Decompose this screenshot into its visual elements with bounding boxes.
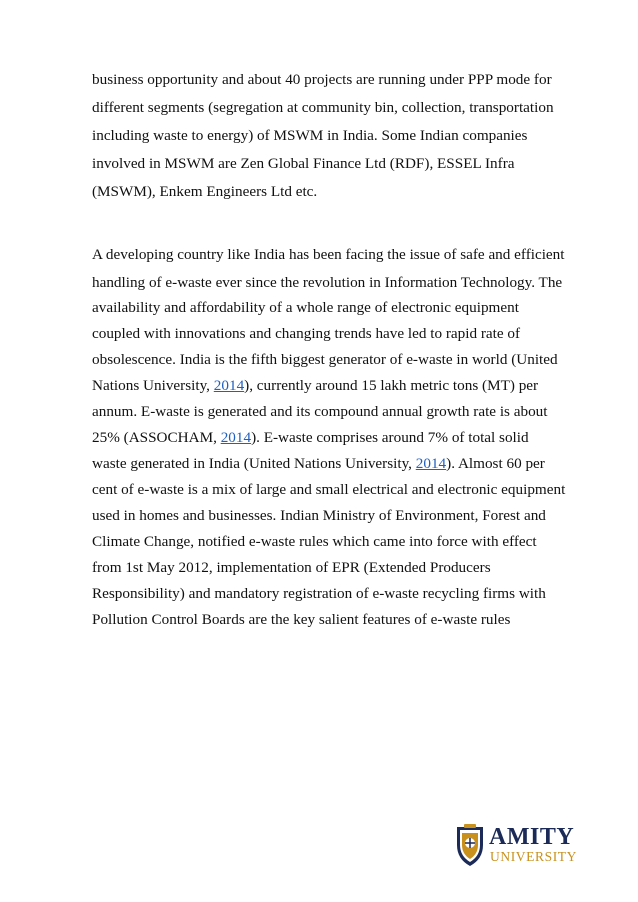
line-text: ). Almost 60 per — [446, 455, 545, 472]
paragraph-line: including waste to energy) of MSWM in India. Some Indian companies — [92, 127, 528, 144]
paragraph-line: Climate Change, notified e-waste rules which came into force with effect — [92, 533, 537, 550]
citation-link[interactable]: 2014 — [213, 377, 245, 394]
paragraph-line — [92, 454, 545, 474]
paragraph-line: annum. E-waste is generated and its compound annual growth rate is about — [92, 403, 548, 420]
citation-link[interactable]: 2014 — [415, 455, 447, 472]
logo-text-university: UNIVERSITY — [490, 849, 577, 864]
line-text: waste generated in India (United Nations University, — [92, 455, 416, 472]
line-text: Nations University, — [92, 377, 214, 394]
paragraph-line: from 1st May 2012, implementation of EPR (Extended Producers — [92, 559, 491, 576]
paragraph-line: business opportunity and about 40 projects are running under PPP mode for — [92, 71, 552, 88]
line-text: 25% (ASSOCHAM, — [92, 429, 221, 446]
paragraph-line — [92, 428, 529, 448]
paragraph-line: cent of e-waste is a mix of large and small electrical and electronic equipment — [92, 481, 566, 498]
paragraph-line: Pollution Control Boards are the key salient features of e-waste rules — [92, 611, 511, 628]
amity-university-logo — [455, 823, 577, 869]
paragraph-line: involved in MSWM are Zen Global Finance Ltd (RDF), ESSEL Infra — [92, 155, 515, 172]
paragraph-line: coupled with innovations and changing trends have led to rapid rate of — [92, 325, 521, 342]
paragraph-line: Responsibility) and mandatory registration of e-waste recycling firms with — [92, 585, 546, 602]
paragraph-line: different segments (segregation at community bin, collection, transportation — [92, 99, 554, 116]
line-text: ). E-waste comprises around 7% of total solid — [251, 429, 529, 446]
paragraph-line: availability and affordability of a whole range of electronic equipment — [92, 299, 519, 316]
line-text: ), currently around 15 lakh metric tons (MT) per — [244, 377, 539, 394]
crest-icon — [455, 823, 485, 867]
paragraph-line: A developing country like India has been facing the issue of safe and efficient — [92, 246, 565, 263]
paragraph-line — [92, 376, 538, 396]
citation-link[interactable]: 2014 — [220, 429, 252, 446]
paragraph-line: used in homes and businesses. Indian Ministry of Environment, Forest and — [92, 507, 546, 524]
logo-text-amity: AMITY — [489, 824, 575, 850]
paragraph-line: obsolescence. India is the fifth biggest generator of e-waste in world (United — [92, 351, 558, 368]
paragraph-line: handling of e-waste ever since the revolution in Information Technology. The — [92, 274, 563, 291]
paragraph-line: (MSWM), Enkem Engineers Ltd etc. — [92, 183, 318, 200]
